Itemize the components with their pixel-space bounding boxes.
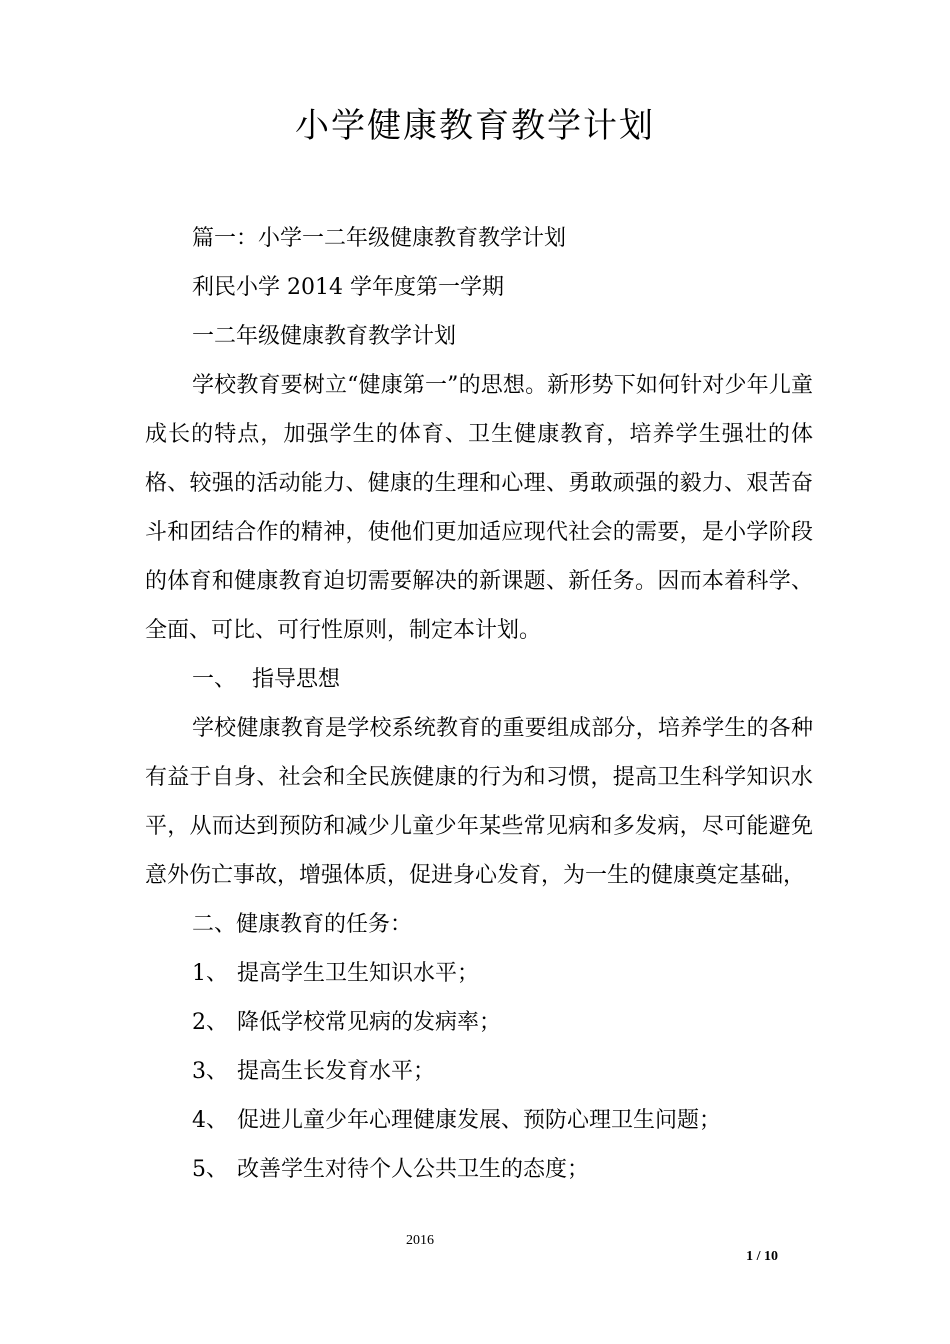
document-body (145, 214, 813, 1194)
list-item-text: 改善学生对待个人公共卫生的态度； (237, 1157, 590, 1182)
list-item-text: 降低学校常见病的发病率； (237, 1010, 502, 1035)
list-item-number: 2、 (192, 1010, 228, 1035)
list-item (145, 1145, 813, 1194)
list-item-text: 促进儿童少年心理健康发展、预防心理卫生问题； (237, 1108, 722, 1133)
list-item (145, 1096, 813, 1145)
paragraph-intro: 学校教育要树立“健康第一”的思想。新形势下如何针对少年儿童成长的特点，加强学生的体育、卫生健康教育，培养学生强壮的体格、较强的活动能力、健康的生理和心理、勇敢顽强的毅力、艰苦奋斗和团结合作的精神，使他们更加适应现代社会的需要，是小学阶段的体育和健康教育迫切需要解决的新课题、新任务。因而本着科学、全面、可比、可行性原则，制定本计划。 (145, 373, 813, 643)
footer-year: 2016 (406, 1233, 434, 1248)
section-number: 一、 (192, 667, 237, 692)
list-item (145, 949, 813, 998)
section-heading-guiding-thought (145, 655, 813, 704)
list-item (145, 998, 813, 1047)
paragraph-guiding-thought: 学校健康教育是学校系统教育的重要组成部分，培养学生的各种有益于自身、社会和全民族健康的行为和习惯，提高卫生科学知识水平，从而达到预防和减少儿童少年某些常见病和多发病，尽可能避免意外伤亡事故，增强体质，促进身心发育，为一生的健康奠定基础， (145, 716, 813, 888)
list-item-number: 4、 (192, 1108, 228, 1133)
list-item-text: 提高学生卫生知识水平； (237, 961, 480, 986)
page-number: 1 / 10 (746, 1249, 778, 1264)
document-title: 小学健康教育教学计划 (295, 106, 655, 146)
list-item-number: 1、 (192, 961, 228, 986)
list-item (145, 1047, 813, 1096)
list-item-number: 3、 (192, 1059, 228, 1084)
list-item-text: 提高生长发育水平； (237, 1059, 436, 1084)
paragraph-plan-name: 一二年级健康教育教学计划 (192, 324, 457, 349)
list-item-number: 5、 (192, 1157, 228, 1182)
paragraph-article-heading: 篇一：小学一二年级健康教育教学计划 (192, 226, 567, 251)
paragraph-school-term: 利民小学 2014 学年度第一学期 (192, 275, 504, 300)
section-heading-text: 指导思想 (252, 667, 341, 692)
section-heading-tasks: 二、健康教育的任务： (192, 912, 413, 937)
